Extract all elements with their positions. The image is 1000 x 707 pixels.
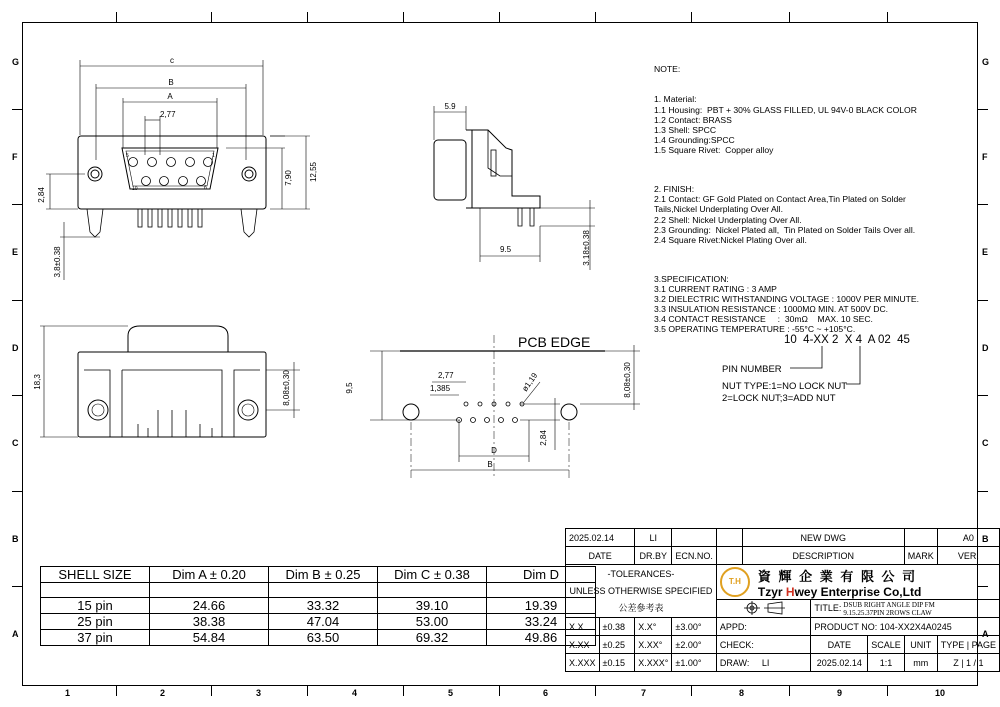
shell-table-header [41, 567, 596, 583]
company-en-part1: Tzyr [757, 584, 786, 599]
header2-type-page: TYPE | PAGE [937, 636, 999, 654]
shell-cell: 63.50 [269, 630, 378, 646]
shell-cell: 39.10 [378, 598, 487, 614]
shell-cell: 37 pin [41, 630, 150, 646]
shell-cell: 33.24 [487, 614, 596, 630]
table-row [41, 598, 596, 614]
dim-a-label: A [167, 92, 173, 101]
tol-x-value: ±0.38 [599, 618, 635, 636]
side-view [434, 102, 595, 270]
shell-header-cell: Dim B ± 0.25 [269, 567, 378, 583]
zone-label-bottom: 7 [641, 688, 647, 698]
bottom-height-label: 18,3 [33, 374, 42, 390]
zone-label-bottom: 3 [256, 688, 262, 698]
notes-finish-line: Tails,Nickel Underplating Over All. [654, 204, 783, 215]
zone-label-side: F [982, 152, 988, 162]
zone-label-side: B [982, 534, 989, 544]
title-label: TITLE: [814, 602, 842, 613]
shell-header-cell: Dim D [487, 567, 596, 583]
rev-description: NEW DWG [742, 529, 904, 547]
shell-cell: 15 pin [41, 598, 150, 614]
shell-size-table [40, 566, 596, 646]
unless-label: UNLESS OTHERWISE SPECIFIED [569, 585, 713, 596]
header2-scale: SCALE [868, 636, 905, 654]
table-row [41, 614, 596, 630]
pin-number-label: PIN NUMBER [722, 364, 782, 375]
zone-label-side: E [982, 247, 989, 257]
company-cell [716, 565, 999, 600]
header-description: DESCRIPTION [742, 547, 904, 565]
tol-xxx-value: ±0.15 [599, 654, 635, 672]
appd-label: APPD: [716, 618, 811, 636]
pcb-95-label: 9,5 [345, 382, 354, 394]
notes-finish-line: 2.3 Grounding: Nickel Plated all, Tin Plated on Solder Tails Over all. [654, 224, 916, 235]
shell-cell: 25 pin [41, 614, 150, 630]
zone-label-side: F [12, 152, 18, 162]
title-block [565, 528, 1000, 672]
shell-header-cell: Dim C ± 0.38 [378, 567, 487, 583]
pcb-layout [345, 334, 640, 480]
draw-cell [716, 654, 811, 672]
bottom-view [33, 326, 300, 437]
pcb-dia-label: ø1,19 [520, 371, 540, 394]
header-date: DATE [566, 547, 635, 565]
tol-xx-label: X.XX [566, 636, 600, 654]
zone-label-bottom: 1 [65, 688, 71, 698]
shell-cell: 54.84 [150, 630, 269, 646]
shell-cell: 33.32 [269, 598, 378, 614]
shell-cell: 47.04 [269, 614, 378, 630]
part-code-leaders [790, 346, 860, 384]
tol-xxxa-value: ±1.00° [672, 654, 717, 672]
side-length-label: 9.5 [500, 245, 512, 254]
header2-type: TYPE [940, 639, 965, 650]
tol-xx-value: ±0.25 [599, 636, 635, 654]
front-view [37, 56, 318, 280]
dim-pitch-label: 2,77 [160, 110, 176, 119]
company-en-part2: wey Enterprise Co,Ltd [794, 584, 922, 599]
zone-label-bottom: 4 [352, 688, 358, 698]
table-row [41, 583, 596, 598]
zone-label-side: B [12, 534, 19, 544]
pcb-808-label: 8,08±0,30 [623, 362, 632, 398]
zone-label-bottom: 2 [160, 688, 166, 698]
title-line-2: 9.15.25.37PIN 2ROWS CLAW [843, 608, 932, 617]
draw-label: DRAW: [719, 657, 750, 668]
pcb-277-label: 2,77 [438, 371, 454, 380]
pin1-label: 1 [212, 153, 215, 159]
product-number: PRODUCT NO: 104-XX2X4A0245 [811, 618, 1000, 636]
shell-cell: 53.00 [378, 614, 487, 630]
value-type-page: Z | 1 / 1 [937, 654, 999, 672]
zone-label-bottom: 5 [448, 688, 454, 698]
header2-date: DATE [811, 636, 868, 654]
zone-label-side: A [12, 629, 19, 639]
notes-material-line: 1.3 Shell: SPCC [654, 124, 717, 135]
company-name-cn: 資 輝 企 業 有 限 公 司 [757, 568, 918, 584]
pcb-284-label: 2,84 [539, 430, 548, 446]
notes-spec-line: 3.5 OPERATING TEMPERATURE : -55°C ~ +105°C. [654, 324, 856, 335]
company-logo-icon: T.H [720, 567, 750, 597]
notes-block [654, 44, 919, 345]
check-label: CHECK: [716, 636, 811, 654]
nut-type-label-2: 2=LOCK NUT;3=ADD NUT [722, 393, 836, 404]
shell-empty-cell [41, 583, 150, 598]
tol-x-label: X.X [566, 618, 600, 636]
zone-label-side: C [982, 438, 989, 448]
bottom-808-label: 8,08±0,30 [282, 370, 291, 406]
shell-cell: 19.39 [487, 598, 596, 614]
dim-b-label: B [168, 78, 174, 87]
zone-label-side: G [982, 57, 990, 67]
tol-xxxa-label: X.XXX° [635, 654, 672, 672]
notes-finish-line: 2. FINISH: [654, 184, 695, 195]
shell-cell: 38.38 [150, 614, 269, 630]
header2-page: PAGE [971, 639, 996, 650]
header-mark: MARK [904, 547, 937, 565]
tol-xa-value: ±3.00° [672, 618, 717, 636]
notes-spec-line: 3.4 CONTACT RESISTANCE : 30mΩ MAX. 10 SEC. [654, 314, 873, 325]
value-scale: 1:1 [868, 654, 905, 672]
rev-date: 2025.02.14 [566, 529, 635, 547]
company-name-en [758, 585, 921, 599]
zone-label-side: A [982, 629, 989, 639]
notes-material [654, 94, 919, 155]
dim-1255-label: 12,55 [309, 161, 318, 183]
dim-284-label: 2,84 [37, 187, 46, 203]
zone-label-bottom: 8 [739, 688, 745, 698]
notes-spec [654, 274, 919, 335]
tol-xxx-label: X.XXX [566, 654, 600, 672]
header-drby: DR.BY [635, 547, 672, 565]
shell-empty-cell [150, 583, 269, 598]
shell-cell: 24.66 [150, 598, 269, 614]
pcb-1385-label: 1,385 [430, 384, 451, 393]
shell-cell: 49.86 [487, 630, 596, 646]
zone-label-bottom: 9 [837, 688, 843, 698]
side-width-label: 5.9 [444, 102, 456, 111]
tol-xxa-value: ±2.00° [672, 636, 717, 654]
nut-type-label-1: NUT TYPE:1=NO LOCK NUT [722, 381, 848, 392]
zone-label-side: E [12, 247, 19, 257]
value-date: 2025.02.14 [811, 654, 868, 672]
zone-label-bottom: 6 [543, 688, 549, 698]
notes-material-line: 1.4 Grounding:SPCC [654, 134, 735, 145]
notes-spec-line: 3.2 DIELECTRIC WITHSTANDING VOLTAGE : 1000V PER MINUTE. [654, 294, 920, 305]
table-row [41, 630, 596, 646]
zone-label-side: C [12, 438, 19, 448]
notes-finish [654, 184, 919, 245]
side-tail-label: 3.18±0.38 [582, 230, 591, 266]
notes-material-line: 1.5 Square Rivet: Copper alloy [654, 144, 774, 155]
value-type: Z [953, 657, 959, 668]
header2-unit: UNIT [904, 636, 937, 654]
header-ecn: ECN.NO. [672, 547, 717, 565]
shell-table-body [41, 583, 596, 646]
notes-finish-line: 2.1 Contact: GF Gold Plated on Contact Area,Tin Plated on Solder [654, 194, 906, 205]
notes-material-line: 1. Material: [654, 94, 697, 105]
pcb-dim-d-label: D [491, 446, 497, 455]
shell-empty-cell [269, 583, 378, 598]
part-code: 10 4-XX 2 X 4 A 02 45 [784, 334, 910, 346]
reference-label: 公差參考表 [618, 602, 664, 613]
tolerance-heading [566, 565, 717, 618]
zone-label-side: D [982, 343, 989, 353]
rev-version: A0 [937, 529, 999, 547]
dim-790-label: 7,90 [284, 170, 293, 186]
notes-material-line: 1.1 Housing: PBT + 30% GLASS FILLED, UL 94V-0 BLACK COLOR [654, 104, 917, 115]
value-page: 1 / 1 [966, 657, 984, 668]
zone-label-side: D [12, 343, 19, 353]
pin6-label: 6 [204, 185, 207, 191]
pcb-dim-b-label: B [487, 460, 493, 469]
zone-label-bottom: 10 [935, 688, 946, 698]
shell-cell: 69.32 [378, 630, 487, 646]
notes-material-line: 1.2 Contact: BRASS [654, 114, 732, 125]
tolerances-label: -TOLERANCES- [607, 568, 675, 579]
zone-label-side: G [12, 57, 20, 67]
tol-xa-label: X.X° [635, 618, 672, 636]
company-en-h: H [785, 584, 795, 599]
shell-header-cell: SHELL SIZE [41, 567, 150, 583]
notes-finish-line: 2.2 Shell: Nickel Underplating Over All. [654, 214, 802, 225]
draw-by: LI [761, 657, 770, 668]
dim-tail-label: 3,8±0.38 [53, 246, 62, 278]
pcb-edge-title: PCB EDGE [518, 334, 591, 350]
shell-header-cell: Dim A ± 0.20 [150, 567, 269, 583]
notes-spec-line: 3.1 CURRENT RATING : 3 AMP [654, 284, 777, 295]
tol-xxa-label: X.XX° [635, 636, 672, 654]
title-line-1: DSUB RIGHT ANGLE DIP FM [843, 600, 935, 609]
projection-symbol-icon [716, 600, 811, 618]
value-unit: mm [904, 654, 937, 672]
pin5-label: 5 [126, 153, 129, 159]
notes-spec-line: 3.3 INSULATION RESISTANCE : 1000MΩ MIN. AT 500V DC. [654, 304, 889, 315]
title-cell [811, 600, 1000, 618]
dim-c-label: c [170, 56, 174, 65]
header-version: VER. [937, 547, 999, 565]
notes-finish-line: 2.4 Square Rivet:Nickel Plating Over all. [654, 234, 807, 245]
notes-title: NOTE: [654, 64, 681, 75]
pin10-label: 10 [132, 186, 138, 192]
rev-by: LI [635, 529, 672, 547]
shell-empty-cell [378, 583, 487, 598]
notes-spec-line: 3.SPECIFICATION: [654, 273, 729, 284]
